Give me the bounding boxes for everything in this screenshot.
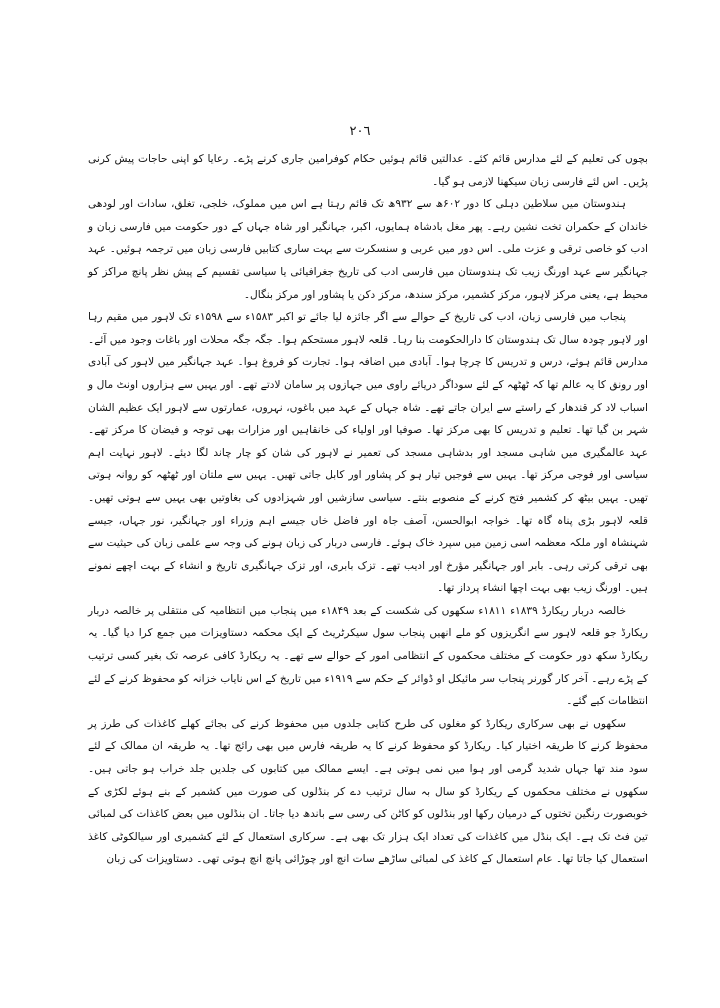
paragraph-1: بچوں کی تعلیم کے لئے مدارس قائم کئے۔ عدالتیں قائم ہوئیں حکام کوفرامین جاری کرنے پڑے۔ رعایا کو اپنی حاجات پیش کرنی پڑیں۔ اس لئے فارسی زبان سیکھنا لازمی ہو گیا۔ [88,153,648,188]
body-text [88,148,648,871]
paragraph-4: خالصہ دربار ریکارڈ ۱۸۳۹ء ۱۸۱۱ء سکھوں کی شکست کے بعد ۱۸۴۹ء میں پنجاب میں انتظامیہ کی منتقلی پر خالصہ دربار ریکارڈ جو قلعہ لاہور سے انگریزوں کو ملے انھیں پنجاب سول سیکرٹریٹ کے ایک محکمہ دستاویزات میں جمع کرا دیا گیا۔ یہ ریکارڈ سکھ دور حکومت کے مختلف محکموں کے انتظامی امور کے حوالے سے تھے۔ یہ ریکارڈ کافی عرصہ تک بغیر کسی ترتیب کے پڑے رہے۔ آخر کار گورنر پنجاب سر مائیکل او ڈوائر کے حکم سے ۱۹۱۹ء میں تاریخ کے اس نایاب خزانہ کو محفوظ کرنے کے لئے انتظامات کیے گئے۔ [88,604,648,708]
paragraph-5: سکھوں نے بھی سرکاری ریکارڈ کو مغلوں کی طرح کتابی جلدوں میں محفوظ کرنے کی بجائے کھلے کاغذات کی طرز پر محفوظ کرنے کا طریقہ اختیار کیا۔ ریکارڈ کو محفوظ کرنے کا یہ طریقہ فارس میں بھی رائج تھا۔ یہ طریقہ ان ممالک کے لئے سود مند تھا جہاں شدید گرمی اور ہوا میں نمی ہوتی ہے۔ ایسے ممالک میں کتابوں کی جلدیں جلد خراب ہو جاتی ہیں۔ سکھوں نے مختلف محکموں کے ریکارڈ کو سال بہ سال ترتیب دے کر بنڈلوں کی صورت میں کشمیر کے بنے ہوئے لکڑی کے خوبصورت رنگین تختوں کے درمیان رکھا اور بنڈلوں کو کاٹن کی رسی سے باندھ دیا جاتا۔ ان بنڈلوں میں بعض کاغذات کی لمبائی تین فٹ تک ہے۔ ایک بنڈل میں کاغذات کی تعداد ایک ہزار تک بھی ہے۔ سرکاری استعمال کے لئے کشمیری اور سیالکوٹی کاغذ استعمال کیا جاتا تھا۔ عام استعمال کے کاغذ کی لمبائی ساڑھے سات انچ اور چوڑائی پانچ انچ ہوتی تھی۔ دستاویزات کی زبان [88,717,648,866]
paragraph-2: ہندوستان میں سلاطین دہلی کا دور ۶۰۲ھ سے ۹۳۲ھ تک قائم رہتا ہے اس میں مملوک، خلجی، تغلق، سادات اور لودھی خاندان کے حکمران تخت نشین رہے۔ پھر مغل بادشاہ ہمایوں، اکبر، جہانگیر اور شاہ جہاں کے دور حکومت میں فارسی زبان و ادب کو خاصی ترقی و عزت ملی۔ اس دور میں عربی و سنسکرت سے بہت ساری کتابیں فارسی زبان میں ترجمہ ہوئیں۔ عہد جہانگیر سے عہد اورنگ زیب تک ہندوستان میں فارسی ادب کی تاریخ جغرافیائی یا سیاسی تقسیم کے پیش نظر پانچ مراکز کو محیط ہے، یعنی مرکز لاہور، مرکز کشمیر، مرکز سندھ، مرکز دکن یا پشاور اور مرکز بنگال۔ [88,198,648,301]
page-number: ٢٠٦ [349,124,371,139]
paragraph-3: پنجاب میں فارسی زبان، ادب کی تاریخ کے حوالے سے اگر جائزہ لیا جائے تو اکبر ۱۵۸۳ء سے ۱۵۹۸ء تک لاہور میں مقیم رہا اور لاہور چودہ سال تک ہندوستان کا دارالحکومت بنا رہا۔ قلعہ لاہور مستحکم ہوا۔ جگہ جگہ محلات اور باغات وجود میں آئے۔ مدارس قائم ہوئے، درس و تدریس کا چرچا ہوا۔ آبادی میں اضافہ ہوا۔ تجارت کو فروغ ہوا۔ عہد جہانگیر میں لاہور کی آبادی اور رونق کا یہ عالم تھا کہ ٹھٹھہ کے لئے سوداگر دریائے راوی میں جہازوں پر سامان لادتے تھے۔ اور یہیں سے ہزاروں اونٹ مال و اسباب لاد کر قندھار کے راستے سے ایران جاتے تھے۔ شاہ جہاں کے عہد میں باغوں، نہروں، عمارتوں سے لاہور ایک عظیم الشان شہر بن گیا تھا۔ تعلیم و تدریس کا بھی مرکز تھا۔ صوفیا اور اولیاء کی خانقاہیں اور مزارات بھی توجہ و فیضان کا مرکز تھے۔ عہد عالمگیری میں شاہی مسجد اور بدشاہی مسجد کی تعمیر نے لاہور کی شان کو چار چاند لگا دیئے۔ لاہور نہایت اہم سیاسی اور فوجی مرکز تھا۔ یہیں سے فوجیں تیار ہو کر پشاور اور کابل جاتی تھیں۔ یہیں سے ملتان اور ٹھٹھہ کو روانہ ہوتی تھیں۔ یہیں بیٹھ کر کشمیر فتح کرنے کے منصوبے بنتے۔ سیاسی سازشیں اور شہزادوں کی بغاوتیں بھی یہیں سے ہوتی تھیں۔ قلعہ لاہور بڑی پناہ گاہ تھا۔ خواجہ ابوالحسن، آصف جاہ اور فاضل خاں جیسے اہم وزراء اور جہانگیر، نور جہاں، جیسے شہنشاہ اور ملکہ معظمہ اسی زمین میں سپرد خاک ہوئے۔ فارسی دربار کی زبان ہونے کی وجہ سے علمی زبان کی حیثیت سے بھی ترقی کرتی رہی۔ بابر اور جہانگیر مؤرخ اور ادیب تھے۔ تزک بابری، اور تزک جہانگیری تاریخ و انشاء کے بہت اچھے نمونے ہیں۔ اورنگ زیب بھی بہت اچھا انشاء پرداز تھا۔ [88,311,648,595]
